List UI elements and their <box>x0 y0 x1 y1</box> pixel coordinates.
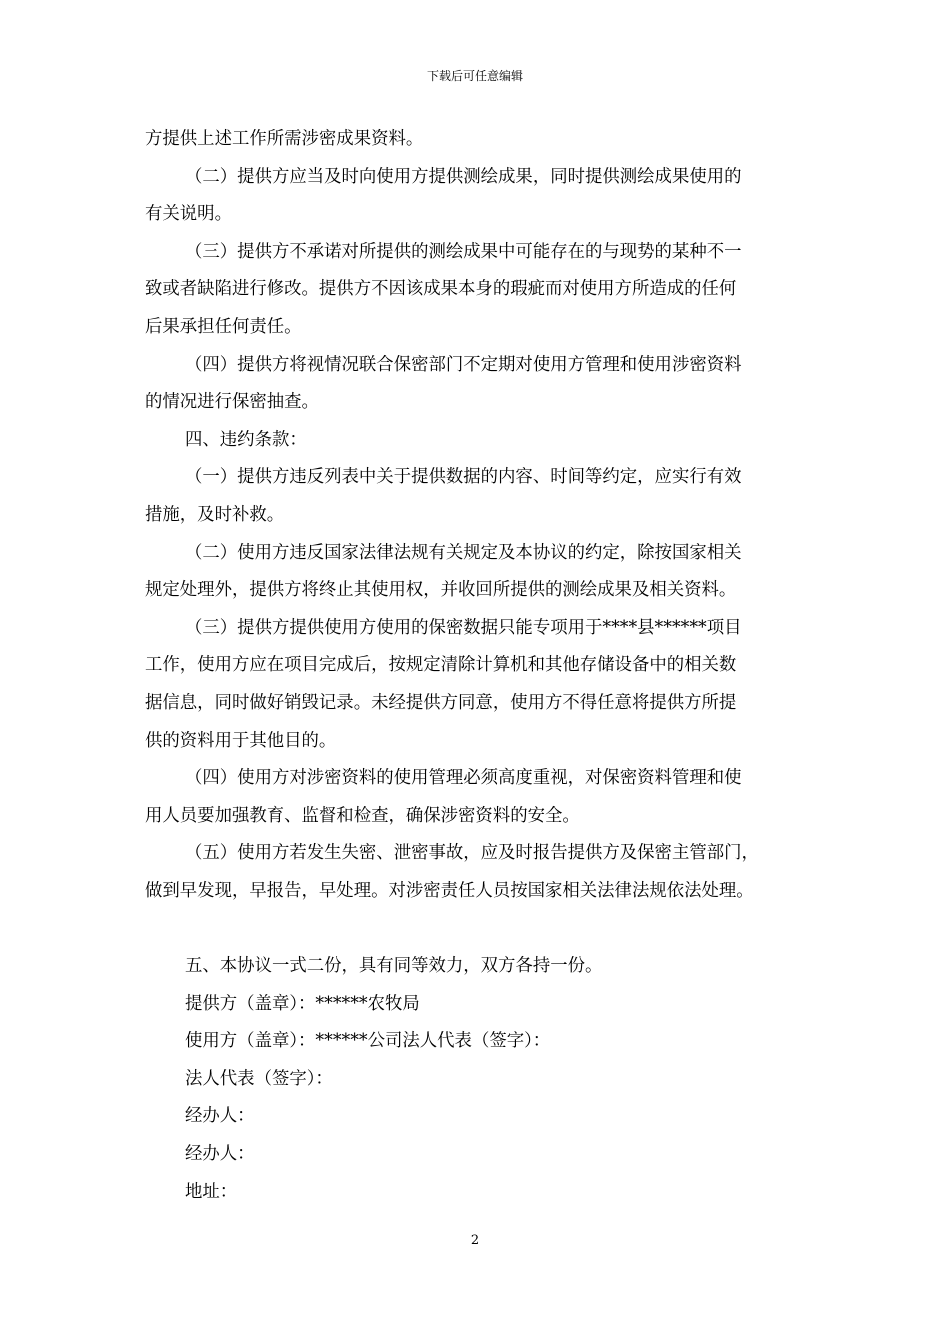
paragraph-line: （二）使用方违反国家法律法规有关规定及本协议的约定，除按国家相关 <box>185 542 742 563</box>
paragraph-line: （四）使用方对涉密资料的使用管理必须高度重视，对保密资料管理和使 <box>185 768 742 789</box>
paragraph-line: （三）提供方提供使用方使用的保密数据只能专项用于****县******项目 <box>185 617 742 638</box>
paragraph-line: （五）使用方若发生失密、泄密事故，应及时报告提供方及保密主管部门， <box>185 843 759 864</box>
paragraph-line: （四）提供方将视情况联合保密部门不定期对使用方管理和使用涉密资料 <box>185 354 742 375</box>
handler-line: 经办人： <box>185 1144 255 1165</box>
paragraph-line: 工作，使用方应在项目完成后，按规定清除计算机和其他存储设备中的相关数 <box>145 655 737 676</box>
paragraph-line: 做到早发现，早报告，早处理。对涉密责任人员按国家相关法律法规依法处理。 <box>145 880 754 901</box>
page-header: 下载后可任意编辑 <box>426 69 523 83</box>
document-body <box>145 121 817 1211</box>
handler-line: 经办人： <box>185 1106 255 1127</box>
blank-line <box>145 910 817 948</box>
paragraph-line: 致或者缺陷进行修改。提供方不因该成果本身的瑕疵而对使用方所造成的任何 <box>145 279 737 300</box>
paragraph-line: 的情况进行保密抽查。 <box>145 392 319 413</box>
section-heading: 四、违约条款： <box>185 429 307 450</box>
paragraph-line: （一）提供方违反列表中关于提供数据的内容、时间等约定，应实行有效 <box>185 467 742 488</box>
paragraph-line: 有关说明。 <box>145 204 232 225</box>
legal-representative-line: 法人代表（签字）： <box>185 1068 333 1089</box>
paragraph-line: 规定处理外，提供方将终止其使用权，并收回所提供的测绘成果及相关资料。 <box>145 580 737 601</box>
paragraph-line: 用人员要加强教育、监督和检查，确保涉密资料的安全。 <box>145 805 580 826</box>
paragraph-line: 据信息，同时做好销毁记录。未经提供方同意，使用方不得任意将提供方所提 <box>145 692 737 713</box>
paragraph-line: （三）提供方不承诺对所提供的测绘成果中可能存在的与现势的某种不一 <box>185 241 742 262</box>
paragraph-line: 供的资料用于其他目的。 <box>145 730 337 751</box>
address-line: 地址： <box>185 1181 238 1202</box>
provider-seal-line: 提供方（盖章）：******农牧局 <box>185 993 420 1014</box>
paragraph-line: 方提供上述工作所需涉密成果资料。 <box>145 129 424 149</box>
user-seal-line: 使用方（盖章）：******公司法人代表（签字）： <box>185 1031 551 1052</box>
page-number: 2 <box>470 1233 480 1248</box>
agreement-copies-clause: 五、本协议一式二份，具有同等效力，双方各持一份。 <box>185 956 603 977</box>
paragraph-line: （二）提供方应当及时向使用方提供测绘成果，同时提供测绘成果使用的 <box>185 166 742 187</box>
paragraph-line: 措施，及时补救。 <box>145 504 285 525</box>
paragraph-line: 后果承担任何责任。 <box>145 316 302 337</box>
